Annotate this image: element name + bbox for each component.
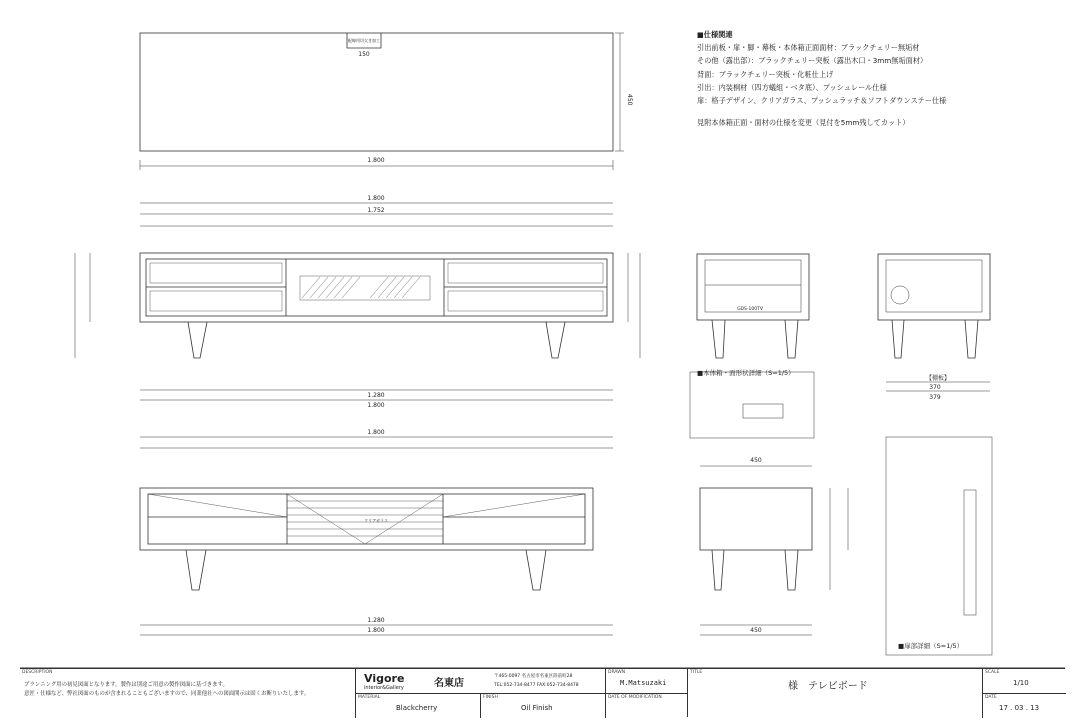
front-view: [75, 203, 640, 400]
back-bottom-total: 1.800: [367, 627, 385, 634]
company-logo: Vigore: [364, 672, 405, 685]
date-value: 17 . 03 . 13: [999, 704, 1040, 712]
detail-frame-1: [690, 372, 814, 438]
scale-label: SCALE: [985, 670, 1000, 675]
date-label: DATE: [985, 695, 997, 700]
top-width-dim: 1.800: [367, 157, 385, 164]
modification-cell: [605, 693, 688, 718]
top-depth-dim: 450: [626, 94, 633, 106]
material-value: Blackcherry: [396, 704, 438, 712]
back-overall-dim: 1.800: [367, 429, 385, 436]
spec-notes: [697, 28, 946, 129]
front-bottom-total: 1.800: [367, 402, 385, 409]
finish-label: FINISH: [483, 695, 498, 700]
shelf-label: 【棚板】: [925, 375, 951, 382]
finish-value: Oil Finish: [521, 704, 553, 712]
detail2-title: ■扉部詳細（S=1/5）: [898, 642, 964, 650]
scale-value: 1/10: [1013, 679, 1029, 687]
drawn-label: DRAWN: [608, 670, 626, 675]
title-cell: [687, 669, 983, 717]
description-label: DESCRIPTION: [22, 670, 53, 675]
scale-cell: [982, 669, 1066, 693]
branch-name: 名東店: [434, 678, 464, 689]
company-sub: interior&Gallery: [364, 685, 404, 691]
drawn-by: M.Matsuzaki: [620, 679, 667, 687]
shelf-dim-379: 379: [929, 394, 941, 401]
notch-width-dim: 150: [358, 51, 370, 58]
material-cell: [355, 693, 481, 718]
back-bottom-dim: 1.280: [367, 617, 385, 624]
drawn-cell: [605, 669, 688, 693]
spec-line: 扉：格子デザイン、クリアガラス、プッシュラッチ＆ソフトダウンステー仕様: [697, 96, 947, 106]
title-label: TITLE: [690, 670, 703, 675]
glass-label: クリアガラス: [364, 518, 388, 523]
notch-note: 配線用切欠き加工: [348, 38, 380, 43]
top-view: [140, 33, 624, 170]
front-bottom-dim: 1.280: [367, 392, 385, 399]
description-cell: [20, 669, 355, 717]
spec-line: 背面：ブラックチェリー突板・化粧仕上げ: [697, 69, 834, 79]
shelf-dim-370: 370: [929, 384, 941, 391]
material-label: MATERIAL: [358, 695, 381, 700]
description-line-2: 意匠・仕様など、弊社図面のものが含まれることもございますので、同業他社への図面開示は固くお断りいたします。: [24, 691, 310, 697]
side-width-dim: 450: [750, 457, 762, 464]
modification-label: DATE OF MODIFICATION: [608, 695, 662, 700]
side-view: [700, 466, 848, 635]
company-address: 〒465-0097 名古屋市名東区陸前町28: [494, 674, 573, 679]
spec-line: 引出：内装桐材（四方蟻組・ベタ底）、プッシュレール仕様: [697, 82, 887, 92]
front-overall-dim: 1.800: [367, 195, 385, 202]
detail-frame-2: [886, 437, 992, 655]
spec-line: 引出前板・扉・脚・幕板・本体箱正面面材：ブラックチェリー無垢材: [697, 43, 920, 53]
back-view: [140, 437, 613, 635]
side-bottom-total: 450: [750, 627, 762, 634]
finish-cell: [480, 693, 606, 718]
drawing-title: 様 テレビボード: [788, 681, 868, 692]
description-line-1: プランニング用の初見図面となります。製作は別途ご用意の製作図面に基づきます。: [24, 682, 228, 688]
company-cell: [355, 669, 606, 693]
front-inner-dim: 1.752: [367, 207, 385, 214]
side-section-right: [878, 254, 990, 391]
tv-label: GDS-100TV: [737, 307, 763, 312]
spec-note: 見附本体箱正面・面材の仕様を変更（見付を5mm残してカット）: [697, 118, 910, 128]
side-section-left: [697, 254, 809, 358]
company-tel: TEL:052-734-8477 FAX:052-734-8478: [494, 683, 579, 688]
detail1-title: ■本体箱・面形状詳細（S=1/5）: [697, 369, 795, 377]
date-cell: [982, 693, 1066, 718]
spec-heading: ■仕様関連: [697, 30, 733, 39]
title-block: [20, 668, 1065, 717]
spec-line: その他（露出部）：ブラックチェリー突板（露出木口・3mm無垢面材）: [697, 56, 928, 66]
